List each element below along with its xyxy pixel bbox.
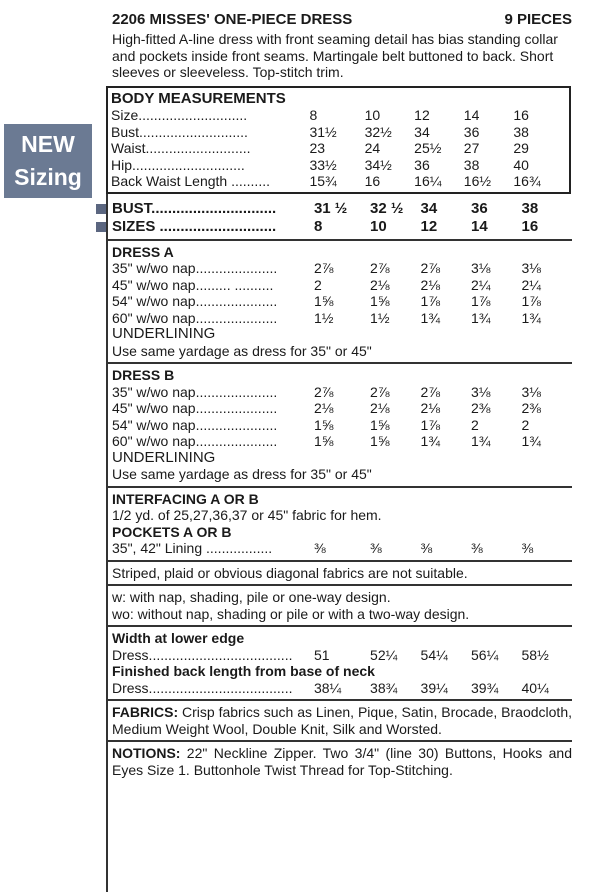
row-label: 45" w/wo nap......... .......... [112, 276, 274, 293]
value-cell: ⅜ [471, 540, 483, 556]
value-cell: 34½ [364, 156, 392, 173]
value-cell: 2¼ [471, 276, 491, 293]
interfacing-text: 1/2 yd. of 25,27,36,37 or 45" fabric for hem. [112, 507, 382, 523]
value-cell: 38 [521, 199, 539, 217]
value-cell: 39¼ [420, 679, 448, 696]
value-cell: 36 [471, 199, 488, 217]
row-label: 54" w/wo nap..................... [112, 416, 278, 433]
row-label: 60" w/wo nap..................... [112, 309, 278, 326]
value-cell: 56¼ [471, 646, 499, 663]
dress-a-table [112, 260, 572, 326]
value-cell: 38¾ [370, 679, 398, 696]
value-cell: 2¼ [521, 276, 541, 293]
row-label: Bust............................ [111, 123, 248, 140]
value-cell: 1⅝ [313, 433, 334, 449]
value-cell: 3⅛ [471, 260, 491, 276]
row-label: Dress..................................... [112, 646, 293, 663]
row-label: 45" w/wo nap..................... [112, 400, 278, 416]
value-cell: 1⅝ [370, 433, 390, 449]
value-cell: 2 [313, 276, 322, 293]
pieces-count: 9 PIECES [504, 11, 572, 28]
yardage-row [112, 293, 572, 310]
value-cell: 16 [364, 173, 381, 189]
divider [106, 486, 572, 488]
value-cell: 25½ [414, 140, 442, 156]
notions-label: NOTIONS: [112, 745, 181, 761]
value-cell: 23 [309, 140, 326, 156]
yardage-row [112, 277, 572, 294]
value-cell: 1⅝ [370, 416, 390, 433]
value-cell: ⅜ [420, 540, 433, 556]
value-cell: 1⅞ [471, 293, 491, 309]
value-cell: 2 [471, 416, 479, 433]
value-cell: ⅜ [370, 540, 382, 556]
pattern-info [112, 10, 572, 778]
value-cell: 2⅞ [370, 260, 390, 276]
value-cell: 16 [521, 217, 539, 235]
value-cell: 8 [309, 107, 318, 123]
divider [106, 584, 572, 586]
value-cell: 2⅞ [420, 260, 440, 276]
divider [106, 625, 572, 627]
badge-line-1: NEW [21, 131, 75, 157]
value-cell: 1⅝ [313, 293, 334, 309]
value-cell: 1⅞ [521, 293, 541, 309]
value-cell: 39¾ [471, 679, 499, 696]
value-cell: 16½ [463, 173, 492, 189]
back-length-row [112, 680, 572, 697]
value-cell: 24 [364, 140, 381, 156]
divider [106, 560, 572, 562]
value-cell: 40¼ [521, 679, 549, 696]
value-cell: 34 [414, 123, 430, 140]
wo-note: wo: without nap, shading or pile or with a two-way design. [112, 605, 470, 622]
value-cell: 32½ [364, 123, 392, 140]
value-cell: 2⅜ [521, 400, 541, 416]
value-cell: 8 [313, 217, 323, 235]
value-cell: 1⅞ [420, 416, 440, 433]
row-label: Hip............................. [111, 156, 245, 173]
width-section [112, 630, 572, 696]
value-cell: 2⅞ [420, 383, 440, 400]
pockets-title: POCKETS A OR B [112, 523, 232, 540]
row-label: 54" w/wo nap..................... [112, 293, 278, 309]
bullet-square-icon [96, 204, 106, 214]
width-row [112, 647, 572, 664]
bullet-square-icon [96, 222, 106, 232]
value-cell: 10 [370, 217, 387, 235]
dress-b-underlining-text: Use same yardage as dress for 35" or 45" [112, 466, 372, 482]
row-label: Back Waist Length .......... [111, 173, 270, 189]
width-title: Width at lower edge [112, 630, 245, 646]
yardage-row [112, 433, 572, 450]
value-cell: 54¼ [420, 646, 448, 663]
dress-a-underlining-title: UNDERLINING [112, 325, 216, 342]
fabrics-label: FABRICS: [112, 704, 179, 720]
divider [106, 699, 572, 701]
striped-note: Striped, plaid or obvious diagonal fabrics are not suitable. [112, 564, 468, 581]
value-cell: 51 [313, 646, 330, 663]
value-cell: 38 [513, 123, 529, 140]
value-cell: 1¾ [471, 433, 491, 449]
bust-size-row [112, 218, 572, 236]
value-cell: 1⅞ [420, 293, 440, 309]
pattern-title: 2206 MISSES' ONE-PIECE DRESS [112, 11, 353, 28]
value-cell: 2⅞ [313, 260, 334, 276]
row-label: Dress..................................... [112, 679, 293, 696]
width-table [112, 647, 572, 664]
bust-sizes-table [112, 200, 572, 236]
row-label: Size............................ [111, 107, 248, 123]
value-cell: ⅜ [521, 540, 534, 556]
value-cell: 2⅛ [420, 276, 440, 293]
value-cell: 33½ [309, 156, 337, 173]
value-cell: 1¾ [420, 309, 440, 326]
pockets-row [112, 540, 572, 557]
measurement-row [111, 157, 563, 174]
value-cell: 1⅝ [370, 293, 390, 309]
notions-text: 22" Neckline Zipper. Two 3/4" (line 30) Buttons, Hooks and Eyes Size 1. Buttonhole Twist Thread for Top-Stitching. [112, 745, 572, 778]
value-cell: 2⅞ [370, 383, 390, 400]
value-cell: 36 [414, 156, 430, 173]
body-measurements-box [106, 86, 571, 194]
measurement-row [111, 124, 563, 141]
value-cell: 32 ½ [370, 199, 404, 217]
value-cell: 16¾ [513, 173, 541, 189]
value-cell: 58½ [521, 646, 549, 663]
value-cell: 2⅜ [471, 400, 491, 416]
value-cell: 1¾ [521, 433, 541, 449]
fabrics-paragraph [112, 704, 572, 737]
value-cell: 12 [420, 217, 438, 235]
value-cell: 1¾ [471, 309, 491, 326]
value-cell: 52¼ [370, 646, 398, 663]
measurement-row [111, 173, 563, 190]
value-cell: 3⅛ [521, 383, 541, 400]
value-cell: 34 [420, 199, 438, 217]
dress-b-title: DRESS B [112, 367, 175, 383]
dress-a-title: DRESS A [112, 243, 174, 260]
dress-b-section [112, 367, 572, 483]
back-length-table [112, 680, 572, 697]
value-cell: 2 [521, 416, 530, 433]
pattern-description: High-fitted A-line dress with front seaming detail has bias standing collar and pockets inside front seams. Martingale belt buttoned to back. Short sleeves or sleeveless. Top-stitch trim. [112, 31, 558, 80]
back-length-title: Finished back length from base of neck [112, 663, 375, 679]
value-cell: 14 [471, 217, 488, 235]
yardage-row [112, 400, 572, 417]
row-label: 35" w/wo nap..................... [112, 383, 278, 400]
measurement-row [111, 107, 563, 124]
yardage-row [112, 310, 572, 327]
divider [106, 239, 572, 241]
value-cell: 36 [463, 123, 480, 140]
dress-a-section [112, 244, 572, 360]
value-cell: 2⅛ [370, 400, 390, 416]
fabrics-text: Crisp fabrics such as Linen, Pique, Satin, Brocade, Braodcloth, Medium Weight Wool, Double Knit, Silk and Worsted. [112, 704, 572, 737]
interfacing-title: INTERFACING A OR B [112, 490, 259, 507]
bust-size-row [112, 200, 572, 218]
title-row [112, 10, 572, 30]
value-cell: 1¾ [420, 433, 440, 449]
value-cell: 31½ [309, 123, 337, 140]
row-label: 35", 42" Lining ................. [112, 540, 273, 556]
notions-paragraph [112, 745, 572, 778]
value-cell: 14 [463, 107, 480, 123]
value-cell: 2⅞ [313, 383, 334, 400]
divider [106, 740, 572, 742]
value-cell: 1½ [370, 309, 390, 326]
dress-a-underlining-text: Use same yardage as dress for 35" or 45" [112, 342, 372, 359]
row-label: SIZES ............................ [112, 217, 277, 235]
value-cell: 10 [364, 107, 381, 123]
body-measurements-table [111, 107, 563, 190]
value-cell: 2⅛ [313, 400, 334, 416]
row-label: 60" w/wo nap..................... [112, 433, 278, 449]
value-cell: 2⅛ [420, 400, 440, 416]
value-cell: 38¼ [313, 679, 342, 696]
value-cell: 3⅛ [521, 260, 541, 276]
new-sizing-badge [4, 124, 92, 198]
value-cell: 1½ [313, 309, 334, 326]
row-label: 35" w/wo nap..................... [112, 260, 278, 276]
value-cell: 1¾ [521, 309, 541, 326]
value-cell: ⅜ [313, 540, 326, 556]
value-cell: 1⅝ [313, 416, 334, 433]
interfacing-section [112, 491, 572, 557]
measurement-row [111, 140, 563, 157]
left-border-line [106, 108, 108, 892]
value-cell: 38 [463, 156, 480, 173]
yardage-row [112, 260, 572, 277]
body-measurements-title: BODY MEASUREMENTS [111, 89, 286, 107]
value-cell: 2⅛ [370, 276, 390, 293]
dress-b-underlining-title: UNDERLINING [112, 448, 216, 466]
yardage-row [112, 417, 572, 434]
value-cell: 16 [513, 107, 529, 123]
w-note: w: with nap, shading, pile or one-way design. [112, 589, 391, 605]
pockets-table [112, 540, 572, 557]
value-cell: 3⅛ [471, 383, 491, 400]
value-cell: 27 [463, 140, 480, 156]
value-cell: 15¾ [309, 173, 337, 189]
dress-b-table [112, 384, 572, 450]
value-cell: 16¼ [414, 173, 442, 189]
row-label: Waist........................... [111, 140, 251, 156]
value-cell: 40 [513, 156, 529, 173]
yardage-row [112, 384, 572, 401]
divider [106, 362, 572, 364]
row-label: BUST.............................. [112, 199, 277, 217]
value-cell: 31 ½ [313, 199, 348, 217]
value-cell: 29 [513, 140, 529, 156]
value-cell: 12 [414, 107, 430, 123]
badge-line-2: Sizing [14, 164, 82, 190]
